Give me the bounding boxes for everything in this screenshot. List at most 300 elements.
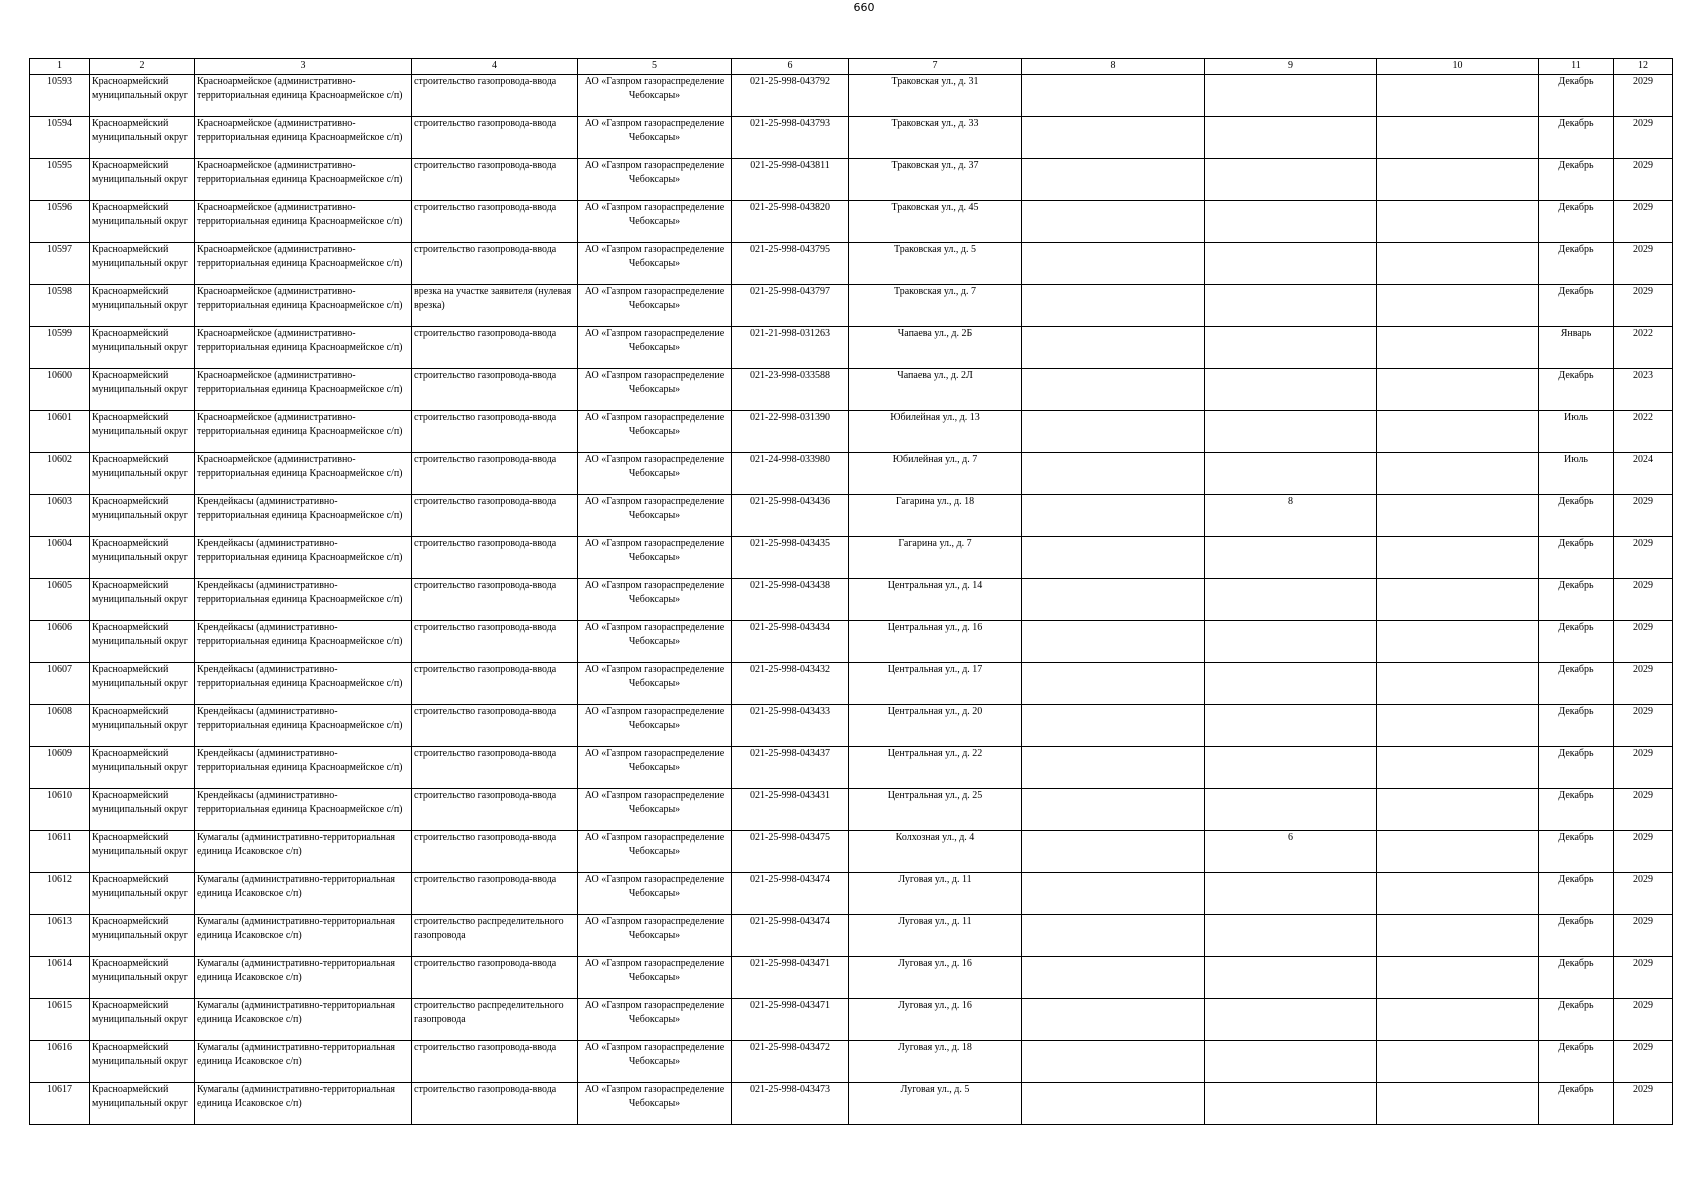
month-cell: Декабрь xyxy=(1539,621,1614,663)
address-cell: Центральная ул., д. 16 xyxy=(849,621,1022,663)
column-9-cell xyxy=(1205,999,1377,1041)
column-10-cell xyxy=(1377,453,1539,495)
organization-cell: АО «Газпром газораспределение Чебоксары» xyxy=(578,747,732,789)
address-cell: Юбилейная ул., д. 13 xyxy=(849,411,1022,453)
table-row xyxy=(30,789,1673,831)
work-type-cell: строительство газопровода-ввода xyxy=(412,537,578,579)
column-10-cell xyxy=(1377,1083,1539,1125)
organization-cell: АО «Газпром газораспределение Чебоксары» xyxy=(578,873,732,915)
row-number-cell: 10615 xyxy=(30,999,90,1041)
column-9-cell xyxy=(1205,117,1377,159)
year-cell: 2029 xyxy=(1614,747,1673,789)
work-type-cell: строительство газопровода-ввода xyxy=(412,1083,578,1125)
work-type-cell: строительство газопровода-ввода xyxy=(412,369,578,411)
column-9-cell xyxy=(1205,621,1377,663)
column-10-cell xyxy=(1377,117,1539,159)
address-cell: Траковская ул., д. 5 xyxy=(849,243,1022,285)
district-cell: Красноармейский муниципальный округ xyxy=(90,285,195,327)
settlement-cell: Красноармейское (административно-территориальная единица Красноармейское с/п) xyxy=(195,285,412,327)
year-cell: 2029 xyxy=(1614,705,1673,747)
work-type-cell: строительство газопровода-ввода xyxy=(412,789,578,831)
column-8-cell xyxy=(1022,75,1205,117)
column-header: 12 xyxy=(1614,59,1673,75)
organization-cell: АО «Газпром газораспределение Чебоксары» xyxy=(578,957,732,999)
work-type-cell: строительство газопровода-ввода xyxy=(412,201,578,243)
settlement-cell: Крендейкасы (административно-территориальная единица Красноармейское с/п) xyxy=(195,537,412,579)
column-10-cell xyxy=(1377,411,1539,453)
column-8-cell xyxy=(1022,747,1205,789)
settlement-cell: Красноармейское (административно-территориальная единица Красноармейское с/п) xyxy=(195,327,412,369)
application-code-cell: 021-25-998-043471 xyxy=(732,999,849,1041)
settlement-cell: Кумагалы (административно-территориальная единица Исаковское с/п) xyxy=(195,873,412,915)
organization-cell: АО «Газпром газораспределение Чебоксары» xyxy=(578,831,732,873)
column-10-cell xyxy=(1377,831,1539,873)
application-code-cell: 021-25-998-043473 xyxy=(732,1083,849,1125)
settlement-cell: Красноармейское (административно-территориальная единица Красноармейское с/п) xyxy=(195,453,412,495)
table-row xyxy=(30,1083,1673,1125)
application-code-cell: 021-25-998-043432 xyxy=(732,663,849,705)
year-cell: 2029 xyxy=(1614,957,1673,999)
month-cell: Декабрь xyxy=(1539,915,1614,957)
column-header: 3 xyxy=(195,59,412,75)
application-code-cell: 021-25-998-043437 xyxy=(732,747,849,789)
address-cell: Траковская ул., д. 37 xyxy=(849,159,1022,201)
column-10-cell xyxy=(1377,369,1539,411)
table-row xyxy=(30,411,1673,453)
organization-cell: АО «Газпром газораспределение Чебоксары» xyxy=(578,579,732,621)
column-9-cell xyxy=(1205,579,1377,621)
month-cell: Декабрь xyxy=(1539,369,1614,411)
year-cell: 2022 xyxy=(1614,411,1673,453)
row-number-cell: 10612 xyxy=(30,873,90,915)
table-row xyxy=(30,705,1673,747)
organization-cell: АО «Газпром газораспределение Чебоксары» xyxy=(578,327,732,369)
address-cell: Центральная ул., д. 17 xyxy=(849,663,1022,705)
row-number-cell: 10602 xyxy=(30,453,90,495)
district-cell: Красноармейский муниципальный округ xyxy=(90,621,195,663)
work-type-cell: строительство газопровода-ввода xyxy=(412,75,578,117)
application-code-cell: 021-25-998-043474 xyxy=(732,915,849,957)
settlement-cell: Красноармейское (административно-территориальная единица Красноармейское с/п) xyxy=(195,159,412,201)
row-number-cell: 10599 xyxy=(30,327,90,369)
month-cell: Декабрь xyxy=(1539,243,1614,285)
application-code-cell: 021-22-998-031390 xyxy=(732,411,849,453)
work-type-cell: строительство газопровода-ввода xyxy=(412,495,578,537)
address-cell: Центральная ул., д. 20 xyxy=(849,705,1022,747)
month-cell: Декабрь xyxy=(1539,117,1614,159)
row-number-cell: 10604 xyxy=(30,537,90,579)
organization-cell: АО «Газпром газораспределение Чебоксары» xyxy=(578,117,732,159)
district-cell: Красноармейский муниципальный округ xyxy=(90,495,195,537)
work-type-cell: строительство газопровода-ввода xyxy=(412,159,578,201)
column-10-cell xyxy=(1377,999,1539,1041)
column-10-cell xyxy=(1377,75,1539,117)
table-row xyxy=(30,201,1673,243)
column-8-cell xyxy=(1022,873,1205,915)
column-9-cell xyxy=(1205,201,1377,243)
year-cell: 2024 xyxy=(1614,453,1673,495)
application-code-cell: 021-25-998-043811 xyxy=(732,159,849,201)
district-cell: Красноармейский муниципальный округ xyxy=(90,957,195,999)
district-cell: Красноармейский муниципальный округ xyxy=(90,453,195,495)
application-code-cell: 021-25-998-043438 xyxy=(732,579,849,621)
application-code-cell: 021-25-998-043820 xyxy=(732,201,849,243)
organization-cell: АО «Газпром газораспределение Чебоксары» xyxy=(578,1041,732,1083)
address-cell: Траковская ул., д. 45 xyxy=(849,201,1022,243)
table-body xyxy=(30,75,1673,1125)
address-cell: Луговая ул., д. 16 xyxy=(849,957,1022,999)
column-9-cell xyxy=(1205,327,1377,369)
address-cell: Луговая ул., д. 5 xyxy=(849,1083,1022,1125)
row-number-cell: 10606 xyxy=(30,621,90,663)
year-cell: 2029 xyxy=(1614,1083,1673,1125)
organization-cell: АО «Газпром газораспределение Чебоксары» xyxy=(578,243,732,285)
district-cell: Красноармейский муниципальный округ xyxy=(90,873,195,915)
column-10-cell xyxy=(1377,285,1539,327)
month-cell: Декабрь xyxy=(1539,495,1614,537)
column-8-cell xyxy=(1022,831,1205,873)
year-cell: 2029 xyxy=(1614,1041,1673,1083)
year-cell: 2029 xyxy=(1614,579,1673,621)
organization-cell: АО «Газпром газораспределение Чебоксары» xyxy=(578,411,732,453)
settlement-cell: Красноармейское (административно-территориальная единица Красноармейское с/п) xyxy=(195,243,412,285)
year-cell: 2029 xyxy=(1614,159,1673,201)
column-header: 1 xyxy=(30,59,90,75)
column-10-cell xyxy=(1377,1041,1539,1083)
settlement-cell: Кумагалы (административно-территориальная единица Исаковское с/п) xyxy=(195,1041,412,1083)
column-9-cell: 6 xyxy=(1205,831,1377,873)
column-8-cell xyxy=(1022,621,1205,663)
address-cell: Центральная ул., д. 14 xyxy=(849,579,1022,621)
organization-cell: АО «Газпром газораспределение Чебоксары» xyxy=(578,915,732,957)
district-cell: Красноармейский муниципальный округ xyxy=(90,579,195,621)
application-code-cell: 021-25-998-043475 xyxy=(732,831,849,873)
settlement-cell: Красноармейское (административно-территориальная единица Красноармейское с/п) xyxy=(195,201,412,243)
row-number-cell: 10610 xyxy=(30,789,90,831)
settlement-cell: Кумагалы (административно-территориальная единица Исаковское с/п) xyxy=(195,1083,412,1125)
table-row xyxy=(30,495,1673,537)
column-9-cell xyxy=(1205,663,1377,705)
column-10-cell xyxy=(1377,957,1539,999)
work-type-cell: строительство газопровода-ввода xyxy=(412,579,578,621)
month-cell: Декабрь xyxy=(1539,1083,1614,1125)
table-row xyxy=(30,663,1673,705)
work-type-cell: строительство газопровода-ввода xyxy=(412,621,578,663)
row-number-cell: 10596 xyxy=(30,201,90,243)
application-code-cell: 021-21-998-031263 xyxy=(732,327,849,369)
column-10-cell xyxy=(1377,873,1539,915)
month-cell: Декабрь xyxy=(1539,75,1614,117)
settlement-cell: Кумагалы (административно-территориальная единица Исаковское с/п) xyxy=(195,957,412,999)
district-cell: Красноармейский муниципальный округ xyxy=(90,915,195,957)
application-code-cell: 021-25-998-043431 xyxy=(732,789,849,831)
month-cell: Декабрь xyxy=(1539,1041,1614,1083)
column-9-cell xyxy=(1205,285,1377,327)
column-8-cell xyxy=(1022,117,1205,159)
work-type-cell: строительство газопровода-ввода xyxy=(412,663,578,705)
organization-cell: АО «Газпром газораспределение Чебоксары» xyxy=(578,369,732,411)
table-row xyxy=(30,537,1673,579)
month-cell: Декабрь xyxy=(1539,537,1614,579)
row-number-cell: 10601 xyxy=(30,411,90,453)
column-8-cell xyxy=(1022,495,1205,537)
column-header: 10 xyxy=(1377,59,1539,75)
settlement-cell: Кумагалы (административно-территориальная единица Исаковское с/п) xyxy=(195,999,412,1041)
column-9-cell: 8 xyxy=(1205,495,1377,537)
table-row xyxy=(30,831,1673,873)
application-code-cell: 021-25-998-043793 xyxy=(732,117,849,159)
work-type-cell: строительство газопровода-ввода xyxy=(412,243,578,285)
organization-cell: АО «Газпром газораспределение Чебоксары» xyxy=(578,663,732,705)
organization-cell: АО «Газпром газораспределение Чебоксары» xyxy=(578,453,732,495)
column-9-cell xyxy=(1205,915,1377,957)
month-cell: Декабрь xyxy=(1539,201,1614,243)
column-9-cell xyxy=(1205,369,1377,411)
year-cell: 2029 xyxy=(1614,663,1673,705)
year-cell: 2029 xyxy=(1614,621,1673,663)
address-cell: Траковская ул., д. 7 xyxy=(849,285,1022,327)
column-10-cell xyxy=(1377,621,1539,663)
application-code-cell: 021-25-998-043474 xyxy=(732,873,849,915)
column-10-cell xyxy=(1377,789,1539,831)
organization-cell: АО «Газпром газораспределение Чебоксары» xyxy=(578,999,732,1041)
column-header: 7 xyxy=(849,59,1022,75)
organization-cell: АО «Газпром газораспределение Чебоксары» xyxy=(578,789,732,831)
column-number-row xyxy=(30,59,1673,75)
month-cell: Декабрь xyxy=(1539,159,1614,201)
work-type-cell: строительство газопровода-ввода xyxy=(412,453,578,495)
district-cell: Красноармейский муниципальный округ xyxy=(90,537,195,579)
row-number-cell: 10595 xyxy=(30,159,90,201)
organization-cell: АО «Газпром газораспределение Чебоксары» xyxy=(578,537,732,579)
year-cell: 2029 xyxy=(1614,285,1673,327)
column-8-cell xyxy=(1022,705,1205,747)
register-table xyxy=(29,58,1673,1125)
application-code-cell: 021-25-998-043792 xyxy=(732,75,849,117)
column-8-cell xyxy=(1022,411,1205,453)
table-row xyxy=(30,75,1673,117)
work-type-cell: строительство газопровода-ввода xyxy=(412,411,578,453)
district-cell: Красноармейский муниципальный округ xyxy=(90,243,195,285)
table-row xyxy=(30,285,1673,327)
application-code-cell: 021-25-998-043433 xyxy=(732,705,849,747)
work-type-cell: строительство газопровода-ввода xyxy=(412,705,578,747)
settlement-cell: Кумагалы (административно-территориальная единица Исаковское с/п) xyxy=(195,915,412,957)
column-9-cell xyxy=(1205,453,1377,495)
table-row xyxy=(30,873,1673,915)
column-9-cell xyxy=(1205,75,1377,117)
address-cell: Юбилейная ул., д. 7 xyxy=(849,453,1022,495)
work-type-cell: строительство газопровода-ввода xyxy=(412,327,578,369)
district-cell: Красноармейский муниципальный округ xyxy=(90,999,195,1041)
column-8-cell xyxy=(1022,1041,1205,1083)
table-row xyxy=(30,159,1673,201)
application-code-cell: 021-25-998-043471 xyxy=(732,957,849,999)
row-number-cell: 10597 xyxy=(30,243,90,285)
address-cell: Чапаева ул., д. 2Л xyxy=(849,369,1022,411)
settlement-cell: Красноармейское (административно-территориальная единица Красноармейское с/п) xyxy=(195,411,412,453)
row-number-cell: 10614 xyxy=(30,957,90,999)
application-code-cell: 021-23-998-033588 xyxy=(732,369,849,411)
column-header: 5 xyxy=(578,59,732,75)
district-cell: Красноармейский муниципальный округ xyxy=(90,831,195,873)
column-10-cell xyxy=(1377,243,1539,285)
application-code-cell: 021-25-998-043436 xyxy=(732,495,849,537)
year-cell: 2029 xyxy=(1614,915,1673,957)
column-8-cell xyxy=(1022,957,1205,999)
year-cell: 2029 xyxy=(1614,75,1673,117)
month-cell: Декабрь xyxy=(1539,873,1614,915)
district-cell: Красноармейский муниципальный округ xyxy=(90,369,195,411)
table-row xyxy=(30,621,1673,663)
month-cell: Декабрь xyxy=(1539,747,1614,789)
address-cell: Гагарина ул., д. 18 xyxy=(849,495,1022,537)
month-cell: Июль xyxy=(1539,453,1614,495)
column-8-cell xyxy=(1022,663,1205,705)
row-number-cell: 10613 xyxy=(30,915,90,957)
organization-cell: АО «Газпром газораспределение Чебоксары» xyxy=(578,159,732,201)
application-code-cell: 021-25-998-043434 xyxy=(732,621,849,663)
district-cell: Красноармейский муниципальный округ xyxy=(90,75,195,117)
row-number-cell: 10593 xyxy=(30,75,90,117)
table-row xyxy=(30,747,1673,789)
column-8-cell xyxy=(1022,915,1205,957)
organization-cell: АО «Газпром газораспределение Чебоксары» xyxy=(578,285,732,327)
column-10-cell xyxy=(1377,663,1539,705)
work-type-cell: строительство газопровода-ввода xyxy=(412,873,578,915)
address-cell: Луговая ул., д. 18 xyxy=(849,1041,1022,1083)
district-cell: Красноармейский муниципальный округ xyxy=(90,159,195,201)
column-10-cell xyxy=(1377,579,1539,621)
district-cell: Красноармейский муниципальный округ xyxy=(90,327,195,369)
table-row xyxy=(30,453,1673,495)
settlement-cell: Крендейкасы (административно-территориальная единица Красноармейское с/п) xyxy=(195,747,412,789)
application-code-cell: 021-24-998-033980 xyxy=(732,453,849,495)
settlement-cell: Крендейкасы (административно-территориальная единица Красноармейское с/п) xyxy=(195,579,412,621)
district-cell: Красноармейский муниципальный округ xyxy=(90,117,195,159)
column-8-cell xyxy=(1022,999,1205,1041)
table-row xyxy=(30,117,1673,159)
year-cell: 2029 xyxy=(1614,201,1673,243)
table-row xyxy=(30,579,1673,621)
settlement-cell: Крендейкасы (административно-территориальная единица Красноармейское с/п) xyxy=(195,705,412,747)
work-type-cell: врезка на участке заявителя (нулевая врезка) xyxy=(412,285,578,327)
month-cell: Декабрь xyxy=(1539,999,1614,1041)
month-cell: Декабрь xyxy=(1539,831,1614,873)
column-10-cell xyxy=(1377,747,1539,789)
month-cell: Декабрь xyxy=(1539,285,1614,327)
month-cell: Декабрь xyxy=(1539,705,1614,747)
row-number-cell: 10598 xyxy=(30,285,90,327)
column-10-cell xyxy=(1377,537,1539,579)
work-type-cell: строительство газопровода-ввода xyxy=(412,117,578,159)
work-type-cell: строительство газопровода-ввода xyxy=(412,957,578,999)
month-cell: Декабрь xyxy=(1539,957,1614,999)
page-number: 660 xyxy=(853,1,875,14)
column-9-cell xyxy=(1205,159,1377,201)
table-row xyxy=(30,327,1673,369)
organization-cell: АО «Газпром газораспределение Чебоксары» xyxy=(578,495,732,537)
column-8-cell xyxy=(1022,327,1205,369)
settlement-cell: Красноармейское (административно-территориальная единица Красноармейское с/п) xyxy=(195,369,412,411)
work-type-cell: строительство распределительного газопровода xyxy=(412,915,578,957)
column-8-cell xyxy=(1022,243,1205,285)
settlement-cell: Крендейкасы (административно-территориальная единица Красноармейское с/п) xyxy=(195,663,412,705)
district-cell: Красноармейский муниципальный округ xyxy=(90,411,195,453)
row-number-cell: 10607 xyxy=(30,663,90,705)
table-row xyxy=(30,243,1673,285)
application-code-cell: 021-25-998-043795 xyxy=(732,243,849,285)
row-number-cell: 10617 xyxy=(30,1083,90,1125)
address-cell: Траковская ул., д. 31 xyxy=(849,75,1022,117)
address-cell: Луговая ул., д. 11 xyxy=(849,915,1022,957)
address-cell: Центральная ул., д. 25 xyxy=(849,789,1022,831)
address-cell: Луговая ул., д. 11 xyxy=(849,873,1022,915)
month-cell: Декабрь xyxy=(1539,579,1614,621)
column-header: 2 xyxy=(90,59,195,75)
table-row xyxy=(30,915,1673,957)
application-code-cell: 021-25-998-043797 xyxy=(732,285,849,327)
application-code-cell: 021-25-998-043435 xyxy=(732,537,849,579)
column-8-cell xyxy=(1022,369,1205,411)
column-9-cell xyxy=(1205,537,1377,579)
table-row xyxy=(30,999,1673,1041)
column-10-cell xyxy=(1377,159,1539,201)
organization-cell: АО «Газпром газораспределение Чебоксары» xyxy=(578,201,732,243)
column-header: 11 xyxy=(1539,59,1614,75)
work-type-cell: строительство газопровода-ввода xyxy=(412,831,578,873)
table-row xyxy=(30,1041,1673,1083)
column-9-cell xyxy=(1205,1041,1377,1083)
column-9-cell xyxy=(1205,789,1377,831)
column-10-cell xyxy=(1377,705,1539,747)
district-cell: Красноармейский муниципальный округ xyxy=(90,663,195,705)
row-number-cell: 10611 xyxy=(30,831,90,873)
year-cell: 2029 xyxy=(1614,243,1673,285)
organization-cell: АО «Газпром газораспределение Чебоксары» xyxy=(578,621,732,663)
row-number-cell: 10616 xyxy=(30,1041,90,1083)
row-number-cell: 10603 xyxy=(30,495,90,537)
column-9-cell xyxy=(1205,1083,1377,1125)
table-row xyxy=(30,957,1673,999)
work-type-cell: строительство газопровода-ввода xyxy=(412,747,578,789)
column-9-cell xyxy=(1205,411,1377,453)
work-type-cell: строительство газопровода-ввода xyxy=(412,1041,578,1083)
settlement-cell: Красноармейское (административно-территориальная единица Красноармейское с/п) xyxy=(195,117,412,159)
column-header: 6 xyxy=(732,59,849,75)
address-cell: Гагарина ул., д. 7 xyxy=(849,537,1022,579)
month-cell: Декабрь xyxy=(1539,663,1614,705)
district-cell: Красноармейский муниципальный округ xyxy=(90,789,195,831)
district-cell: Красноармейский муниципальный округ xyxy=(90,1041,195,1083)
year-cell: 2029 xyxy=(1614,537,1673,579)
column-8-cell xyxy=(1022,159,1205,201)
column-10-cell xyxy=(1377,495,1539,537)
settlement-cell: Кумагалы (административно-территориальная единица Исаковское с/п) xyxy=(195,831,412,873)
settlement-cell: Крендейкасы (административно-территориальная единица Красноармейское с/п) xyxy=(195,495,412,537)
address-cell: Луговая ул., д. 16 xyxy=(849,999,1022,1041)
column-header: 9 xyxy=(1205,59,1377,75)
month-cell: Декабрь xyxy=(1539,789,1614,831)
work-type-cell: строительство распределительного газопровода xyxy=(412,999,578,1041)
column-8-cell xyxy=(1022,537,1205,579)
table-row xyxy=(30,369,1673,411)
column-header: 8 xyxy=(1022,59,1205,75)
column-9-cell xyxy=(1205,747,1377,789)
address-cell: Колхозная ул., д. 4 xyxy=(849,831,1022,873)
year-cell: 2023 xyxy=(1614,369,1673,411)
column-9-cell xyxy=(1205,957,1377,999)
